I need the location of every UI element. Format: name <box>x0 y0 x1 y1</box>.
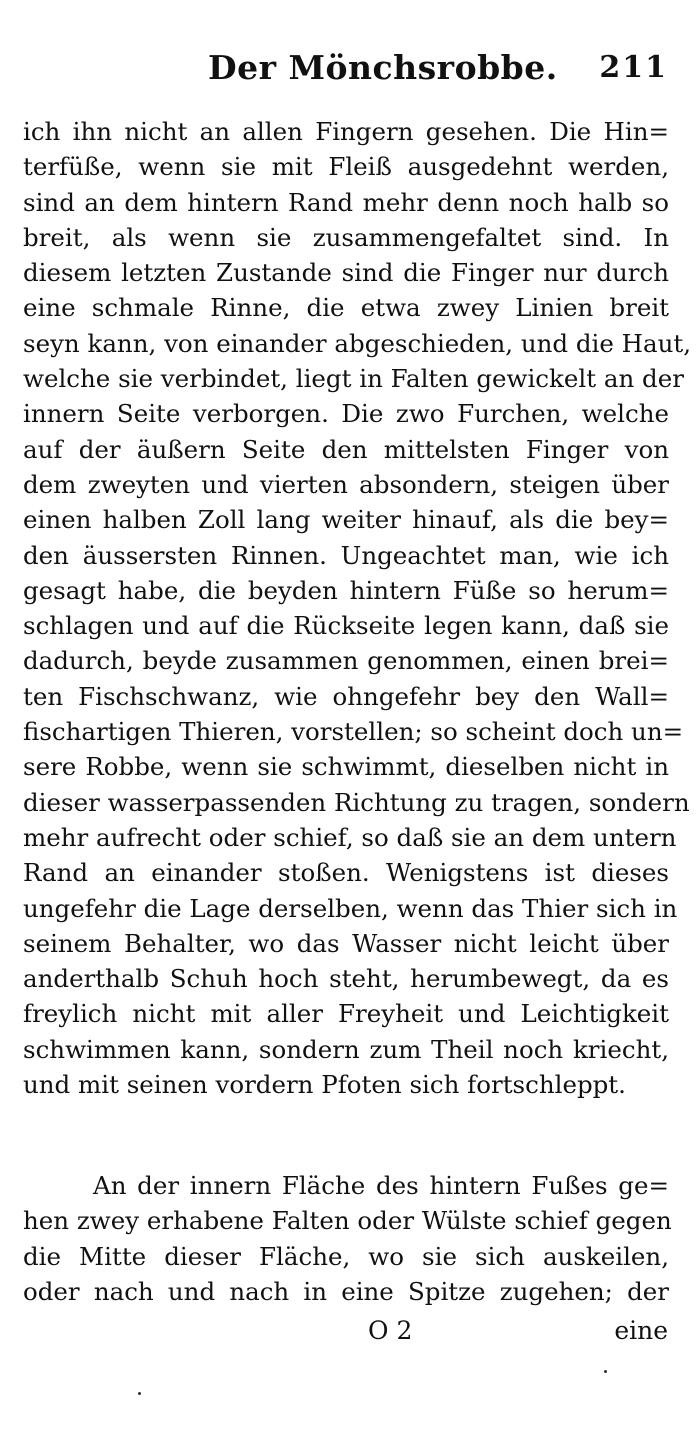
text-line: sere Robbe, wenn sie schwimmt, dieselben nicht in <box>23 752 669 782</box>
text-line: An der innern Fläche des hintern Fußes ge= <box>93 1171 669 1200</box>
text-line: fischartigen Thieren, vorstellen; so scheint doch un= <box>23 717 684 747</box>
text-line: schlagen und auf die Rückseite legen kann, daß sie <box>23 611 669 641</box>
text-line: die Mitte dieser Fläche, wo sie sich auskeilen, <box>23 1241 669 1271</box>
text-line: terfüße, wenn sie mit Fleiß ausgedehnt werden, <box>23 152 669 182</box>
paper-speck <box>138 1392 141 1395</box>
text-line: ich ihn nicht an allen Fingern gesehen. Die Hin= <box>23 117 669 146</box>
text-line: dem zweyten und vierten absondern, steigen über <box>23 469 669 499</box>
text-line: freylich nicht mit aller Freyheit und Leichtigkeit <box>23 999 669 1029</box>
page-number: 211 <box>599 50 668 85</box>
paragraph-1 <box>23 114 692 1102</box>
text-line: seinem Behalter, wo das Wasser nicht leicht über <box>23 928 669 958</box>
text-line: schwimmen kann, sondern zum Theil noch kriecht, <box>23 1034 669 1064</box>
paragraph-2 <box>23 1168 672 1309</box>
text-line: sind an dem hintern Rand mehr denn noch halb so <box>23 187 669 217</box>
running-title: Der Mönchsrobbe. <box>208 48 558 87</box>
page-footer <box>0 1316 700 1356</box>
text-line: seyn kann, von einander abgeschieden, und die Haut, <box>23 328 692 358</box>
paper-speck <box>604 1370 607 1373</box>
text-line: diesem letzten Zustande sind die Finger nur durch <box>23 258 669 288</box>
text-line: mehr aufrecht oder schief, so daß sie an dem untern <box>23 822 677 852</box>
text-line: oder nach und nach in eine Spitze zugehen; der <box>23 1276 669 1306</box>
text-line: auf der äußern Seite den mittelsten Finger von <box>23 434 669 464</box>
signature-mark: O 2 <box>368 1316 413 1345</box>
text-line: eine schmale Rinne, die etwa zwey Linien breit <box>23 293 669 323</box>
running-head <box>0 48 700 98</box>
text-line: innern Seite verborgen. Die zwo Furchen, welche <box>23 399 669 429</box>
text-line: gesagt habe, die beyden hintern Füße so herum= <box>23 575 669 605</box>
text-line: und mit seinen vordern Pfoten sich fortschleppt. <box>23 1070 626 1100</box>
text-line: einen halben Zoll lang weiter hinauf, als die bey= <box>23 505 669 535</box>
text-line: dadurch, beyde zusammen genommen, einen brei= <box>23 646 669 676</box>
text-line: ten Fischschwanz, wie ohngefehr bey den Wall= <box>23 681 669 711</box>
text-line: breit, als wenn sie zusammengefaltet sind. In <box>23 222 669 252</box>
text-line: hen zwey erhabene Falten oder Wülste schief gegen <box>23 1206 672 1236</box>
text-line: Rand an einander stoßen. Wenigstens ist dieses <box>23 858 669 888</box>
catchword: eine <box>614 1316 668 1345</box>
text-line: dieser wasserpassenden Richtung zu tragen, sondern <box>23 787 690 817</box>
text-line: anderthalb Schuh hoch steht, herumbewegt, da es <box>23 964 669 994</box>
text-line: ungefehr die Lage derselben, wenn das Thier sich in <box>23 893 678 923</box>
text-line: den äussersten Rinnen. Ungeachtet man, wie ich <box>23 540 669 570</box>
text-line: welche sie verbindet, liegt in Falten gewickelt an der <box>23 364 684 394</box>
